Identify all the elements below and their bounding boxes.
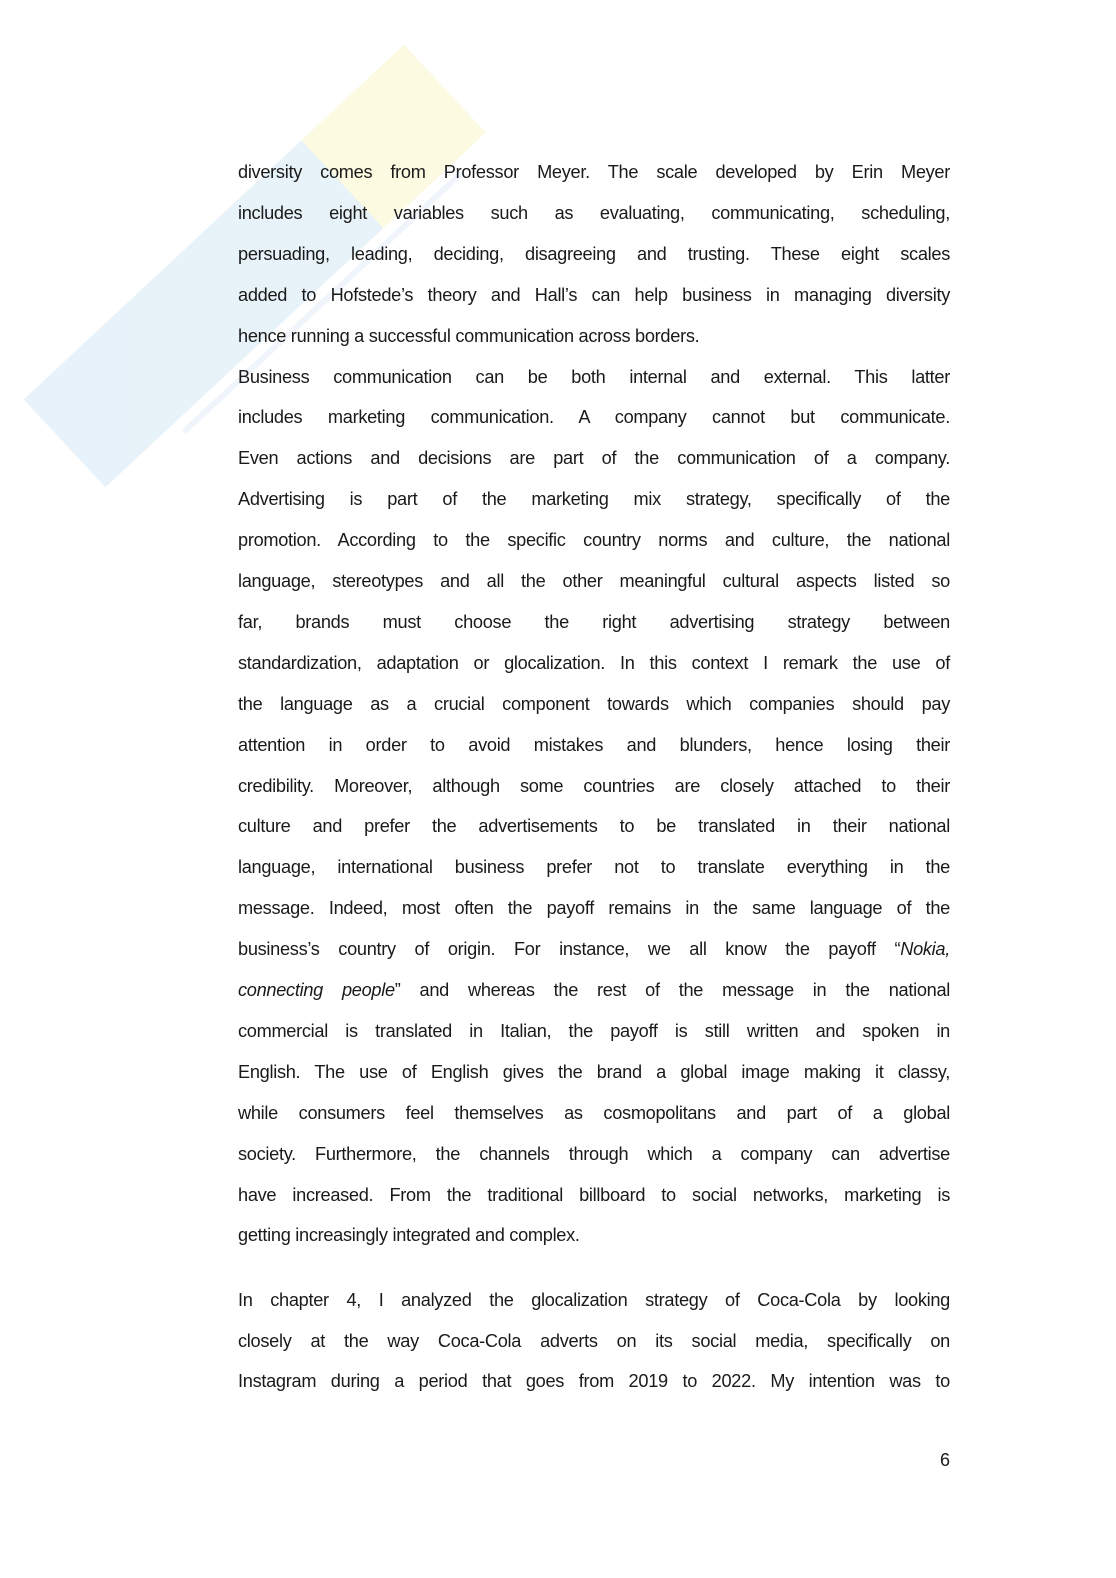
text-line-content: language, international business prefer not to translate everything in the [238,857,950,878]
text-line-content: includes eight variables such as evaluating, communicating, scheduling, [238,202,950,223]
text-line [238,1183,950,1207]
text-line [238,1142,950,1166]
text-line [238,1329,950,1353]
text-line-content: commercial is translated in Italian, the payoff is still written and spoken in [238,1020,950,1041]
text-line [238,937,950,961]
text-line [238,1019,950,1043]
text-line-content: diversity comes from Professor Meyer. The scale developed by Erin Meyer [238,162,950,182]
text-line-content: have increased. From the traditional billboard to social networks, marketing is [238,1184,950,1205]
text-line-content: added to Hofstede’s theory and Hall’s can help business in managing diversity [238,284,950,305]
text-line [238,405,950,429]
text-line [238,774,950,798]
text-line [238,1369,950,1393]
text-line-content: promotion. According to the specific country norms and culture, the national [238,530,950,551]
text-line [238,733,950,757]
text-line-content: business’s country of origin. For instance, we all know the payoff “ [238,939,901,960]
text-line [238,1060,950,1084]
text-line [238,283,950,307]
italic-nokia: Nokia, [900,939,950,960]
text-line [238,896,950,920]
text-line-content: connecting people [238,980,395,1000]
text-line-content: far, brands must choose the right advertising strategy between [238,611,950,632]
text-line-content: attention in order to avoid mistakes and blunders, hence losing their [238,734,950,755]
text-line-content: includes marketing communication. A company cannot but communicate. [238,407,950,428]
text-line-content: the language as a crucial component towards which companies should pay [238,693,950,714]
text-line-content: closely at the way Coca-Cola adverts on its social media, specifically on [238,1331,950,1351]
text-line-content: standardization, adaptation or glocalization. In this context I remark the use of [238,652,950,673]
text-line-content: message. Indeed, most often the payoff remains in the same language of the [238,898,950,919]
text-line [238,1223,950,1247]
text-line-content: Advertising is part of the marketing mix strategy, specifically of the [238,489,950,510]
text-line [238,324,950,348]
text-line-content: while consumers feel themselves as cosmopolitans and part of a global [238,1102,950,1123]
text-line-content: English. The use of English gives the brand a global image making it classy, [238,1061,950,1082]
text-line [238,160,950,184]
text-line-content: language, stereotypes and all the other meaningful cultural aspects listed so [238,571,950,591]
page-number: 6 [939,1450,950,1470]
text-line [238,446,950,470]
text-line-content: Instagram during a period that goes from 2019 to 2022. My intention was to [238,1371,950,1391]
text-line-content: society. Furthermore, the channels through which a company can advertise [238,1143,950,1164]
text-line-content: In chapter 4, I analyzed the glocalization strategy of Coca-Cola by looking [238,1290,950,1310]
text-line-rest: ” and whereas the rest of the message in the national [394,980,951,1000]
text-line [238,814,950,838]
text-line [238,487,950,511]
text-line [238,569,950,593]
text-line [238,242,950,266]
text-line-content: hence running a successful communication across borders. [238,325,700,346]
text-line [238,528,950,552]
text-line [238,978,950,1002]
text-line-content: persuading, leading, deciding, disagreeing and trusting. These eight scales [238,243,950,264]
text-line [238,610,950,634]
text-line [238,1288,950,1312]
text-line [238,855,950,879]
text-line-content: culture and prefer the advertisements to be translated in their national [238,816,950,837]
text-line-content: Business communication can be both internal and external. This latter [238,366,950,387]
text-line [238,651,950,675]
text-line [238,365,950,389]
text-line [238,1101,950,1125]
text-line-content: getting increasingly integrated and complex. [238,1225,580,1246]
text-line [238,201,950,225]
text-line [238,692,950,716]
text-line-content: credibility. Moreover, although some countries are closely attached to their [238,775,950,796]
text-line-content: Even actions and decisions are part of the communication of a company. [238,448,950,469]
